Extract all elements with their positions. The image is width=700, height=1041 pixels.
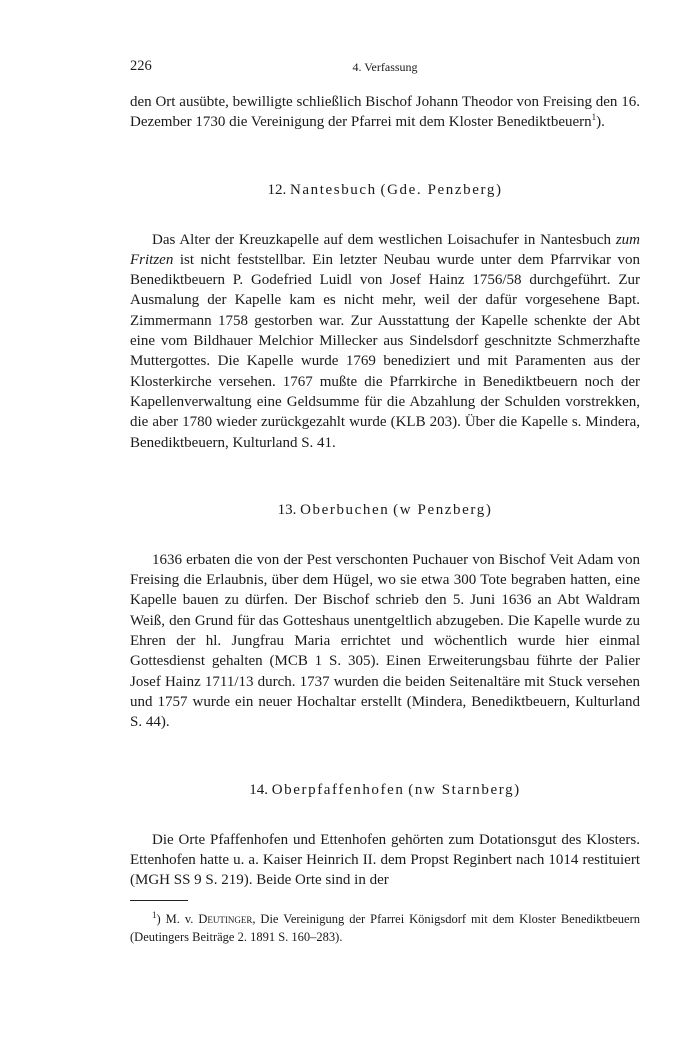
page-header <box>130 58 640 80</box>
footnote-text: , Die Vereinigung der Pfarrei Königsdorf mit dem Kloster Benediktbeuern (Deutingers Beiträge 2. 1891 S. 160–283). <box>130 912 640 944</box>
page-number: 226 <box>130 58 152 74</box>
section-heading-oberpfaffenhofen <box>130 780 640 800</box>
section-name: Oberbuchen <box>300 501 390 518</box>
section-number: 13. <box>277 501 297 518</box>
section-heading-oberbuchen <box>130 500 640 520</box>
section-paragraph-oberbuchen: 1636 erbaten die von der Pest verschonten Puchauer von Bischof Veit Adam von Freising die Erlaubnis, über dem Hügel, wo sie etwa 300 Tote begraben hatten, eine Kapelle bauen zu dürfen. Der Bischof schrieb den 5. Juni 1636 an Abt Waldram Weiß, den Grund für das Gotteshaus unentgeltlich abzugeben. Die Kapelle wurde zu Ehren der hl. Jungfrau Maria errichtet und wöchentlich wurde hier einmal Gottesdienst gehalten (MCB 1 S. 305). Einen Erweiterungsbau führte der Palier Josef Hainz 1711/13 durch. 1737 wurden die beiden Seitenaltäre mit Stuck versehen und 1757 wurde ein neuer Hochaltar erstellt (Mindera, Benediktbeuern, Kulturland S. 44). <box>130 551 640 731</box>
intro-text: den Ort ausübte, bewilligte schließlich Bischof Johann Theodor von Freising den 16. Dezember 1730 die Vereinigung der Pfarrei mit dem Kloster Benediktbeuern <box>130 94 640 131</box>
footnote-divider <box>130 900 188 901</box>
section-paragraph-nantesbuch <box>130 230 640 453</box>
paragraph-text: ist nicht feststellbar. Ein letzter Neubau wurde unter dem Pfarrvikar von Benediktbeuern P. Godefried Luidl von Josef Hainz 1756/58 durchgeführt. Zur Ausmalung der Kapelle kam es nicht mehr, weil der dafür vorgesehene Bapt. Zimmermann 1758 gestorben war. Zur Ausstattung der Kapelle schenkte der Abt eine vom Bildhauer Melchior Millecker aus Sindelsdorf geschnitzte Schmerzhafte Muttergottes. Die Kapelle wurde 1769 benediziert und mit Paramenten aus der Klosterkirche versehen. 1767 mußte die Pfarrkirche in Benediktbeuern noch der Kapellenverwaltung eine Geldsumme für die Abzahlung der Schulden vorstrekken, die aber 1780 wieder zurückgezahlt wurde (KLB 203). Über die Kapelle s. Mindera, Benediktbeuern, Kulturland S. 41. <box>130 251 640 451</box>
section-paragraph-oberpfaffenhofen: Die Orte Pfaffenhofen und Ettenhofen gehörten zum Dotationsgut des Klosters. Ettenhofen hatte u. a. Kaiser Heinrich II. dem Propst Reginbert nach 1014 restituiert (MGH SS 9 S. 219). Beide Orte sind in der <box>130 831 640 889</box>
section-number: 14. <box>249 781 268 798</box>
footnote-author: Deutinger <box>198 912 253 927</box>
intro-closing: ). <box>596 114 605 131</box>
section-number: 12. <box>267 181 287 198</box>
page <box>130 58 640 946</box>
paragraph-text: Das Alter der Kreuzkapelle auf dem westlichen Loisachufer in Nantesbuch <box>152 231 616 248</box>
intro-paragraph <box>130 92 640 133</box>
section-location: (nw Starnberg) <box>408 781 521 798</box>
section-location: (w Penzberg) <box>393 501 493 518</box>
section-heading-nantesbuch <box>130 180 640 200</box>
footnote-author-prefix: M. v. <box>165 912 199 927</box>
section-name: Oberpfaffenhofen <box>271 781 405 798</box>
footnote-mark: 1 <box>152 910 157 921</box>
section-name: Nantesbuch <box>289 181 377 198</box>
italic-place-name: zum Fritzen <box>130 231 640 268</box>
section-location: (Gde. Penzberg) <box>380 181 503 198</box>
footnote: $^1$) M. v. Deutinger, Die Vereinigung der Pfarrei Königsdorf mit dem Kloster Benediktbeuern (Deutingers Beiträge 2. 1891 S. 160–283). <box>130 910 640 944</box>
footnote-reference[interactable]: 1 <box>591 112 597 123</box>
running-head: 4. Verfassung <box>352 60 418 74</box>
